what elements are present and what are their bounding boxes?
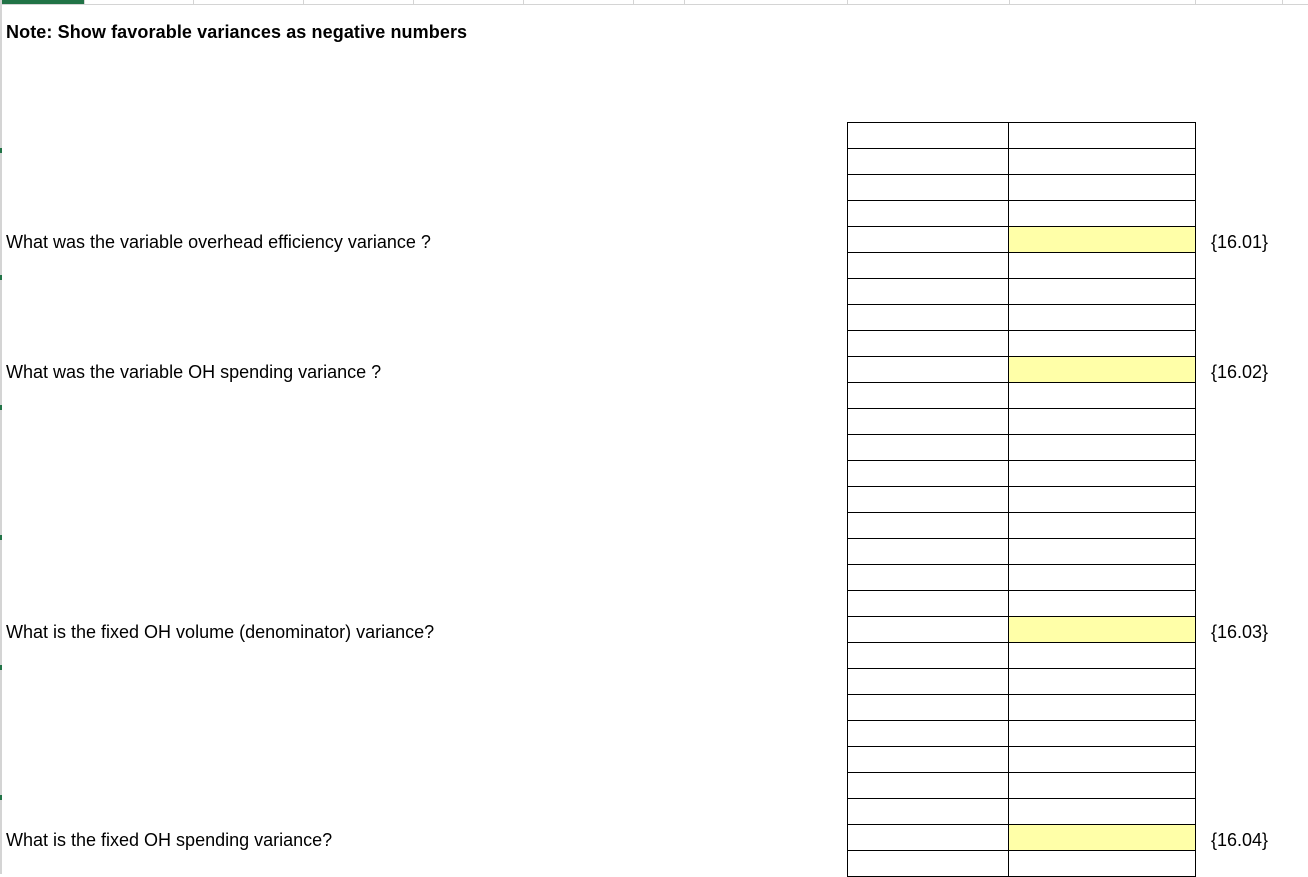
worksheet-cell[interactable] (847, 538, 1009, 565)
question-3-text: What is the fixed OH volume (denominator) variance? (6, 622, 435, 642)
column-divider (847, 0, 848, 5)
worksheet-cell[interactable] (847, 824, 1009, 851)
worksheet-cell[interactable] (1008, 746, 1196, 773)
worksheet-cell[interactable] (847, 408, 1009, 435)
worksheet-cell[interactable] (1008, 850, 1196, 877)
worksheet-cell[interactable] (847, 382, 1009, 409)
worksheet-cell[interactable] (847, 486, 1009, 513)
worksheet-cell[interactable] (847, 200, 1009, 227)
worksheet-cell[interactable] (1008, 512, 1196, 539)
question-4-ref: {16.04} (1211, 830, 1269, 850)
column-divider (303, 0, 304, 5)
column-divider (633, 0, 634, 5)
worksheet-cell[interactable] (1008, 330, 1196, 357)
worksheet-cell[interactable] (847, 148, 1009, 175)
worksheet-cell[interactable] (847, 460, 1009, 487)
worksheet-cell[interactable] (847, 798, 1009, 825)
worksheet-cell[interactable] (847, 746, 1009, 773)
column-divider (413, 0, 414, 5)
worksheet-cell[interactable] (1008, 382, 1196, 409)
answer-input-cell[interactable] (1008, 616, 1196, 643)
worksheet-cell[interactable] (1008, 668, 1196, 695)
worksheet-cell[interactable] (847, 668, 1009, 695)
worksheet-cell[interactable] (1008, 278, 1196, 305)
selected-column-indicator (0, 0, 84, 4)
worksheet-cell[interactable] (847, 564, 1009, 591)
column-divider (1009, 0, 1010, 5)
worksheet-cell[interactable] (1008, 122, 1196, 149)
column-divider (84, 0, 85, 5)
question-2-ref: {16.02} (1211, 362, 1269, 382)
worksheet-cell[interactable] (847, 278, 1009, 305)
answer-input-cell[interactable] (1008, 226, 1196, 253)
worksheet-cell[interactable] (1008, 772, 1196, 799)
row-header-edge (0, 0, 2, 874)
column-divider (523, 0, 524, 5)
question-1-ref: {16.01} (1211, 232, 1269, 252)
row-marker (0, 275, 2, 280)
column-divider (684, 0, 685, 5)
worksheet-cell[interactable] (847, 122, 1009, 149)
worksheet-cell[interactable] (847, 616, 1009, 643)
answer-input-cell[interactable] (1008, 356, 1196, 383)
worksheet-cell[interactable] (847, 174, 1009, 201)
worksheet-cell[interactable] (1008, 252, 1196, 279)
worksheet-cell[interactable] (847, 512, 1009, 539)
worksheet-cell[interactable] (847, 356, 1009, 383)
note-text: Note: Show favorable variances as negative numbers (6, 22, 468, 42)
worksheet-cell[interactable] (1008, 408, 1196, 435)
answer-input-cell[interactable] (1008, 824, 1196, 851)
worksheet-cell[interactable] (1008, 564, 1196, 591)
row-marker (0, 665, 2, 670)
worksheet-cell[interactable] (1008, 538, 1196, 565)
worksheet-cell[interactable] (1008, 486, 1196, 513)
row-marker (0, 535, 2, 540)
worksheet-cell[interactable] (847, 330, 1009, 357)
column-divider (1282, 0, 1283, 5)
question-3-ref: {16.03} (1211, 622, 1269, 642)
worksheet-cell[interactable] (1008, 590, 1196, 617)
worksheet-cell[interactable] (1008, 434, 1196, 461)
worksheet-cell[interactable] (1008, 694, 1196, 721)
worksheet-cell[interactable] (847, 642, 1009, 669)
worksheet-cell[interactable] (847, 252, 1009, 279)
column-header-strip (0, 0, 1308, 5)
worksheet-cell[interactable] (1008, 174, 1196, 201)
worksheet-cell[interactable] (1008, 798, 1196, 825)
column-divider (1195, 0, 1196, 5)
worksheet-cell[interactable] (1008, 304, 1196, 331)
worksheet-cell[interactable] (847, 694, 1009, 721)
worksheet-cell[interactable] (847, 304, 1009, 331)
worksheet-cell[interactable] (847, 226, 1009, 253)
worksheet-cell[interactable] (847, 772, 1009, 799)
question-4-text: What is the fixed OH spending variance? (6, 830, 333, 850)
worksheet-cell[interactable] (847, 434, 1009, 461)
worksheet-cell[interactable] (847, 850, 1009, 877)
row-marker (0, 148, 2, 153)
question-1-text: What was the variable overhead efficiency variance ? (6, 232, 431, 252)
worksheet-cell[interactable] (847, 590, 1009, 617)
column-divider (193, 0, 194, 5)
worksheet-cell[interactable] (1008, 720, 1196, 747)
worksheet-cell[interactable] (1008, 460, 1196, 487)
question-2-text: What was the variable OH spending variance ? (6, 362, 382, 382)
worksheet-cell[interactable] (1008, 200, 1196, 227)
row-marker (0, 405, 2, 410)
row-marker (0, 795, 2, 800)
worksheet-cell[interactable] (847, 720, 1009, 747)
worksheet-cell[interactable] (1008, 642, 1196, 669)
worksheet-cell[interactable] (1008, 148, 1196, 175)
